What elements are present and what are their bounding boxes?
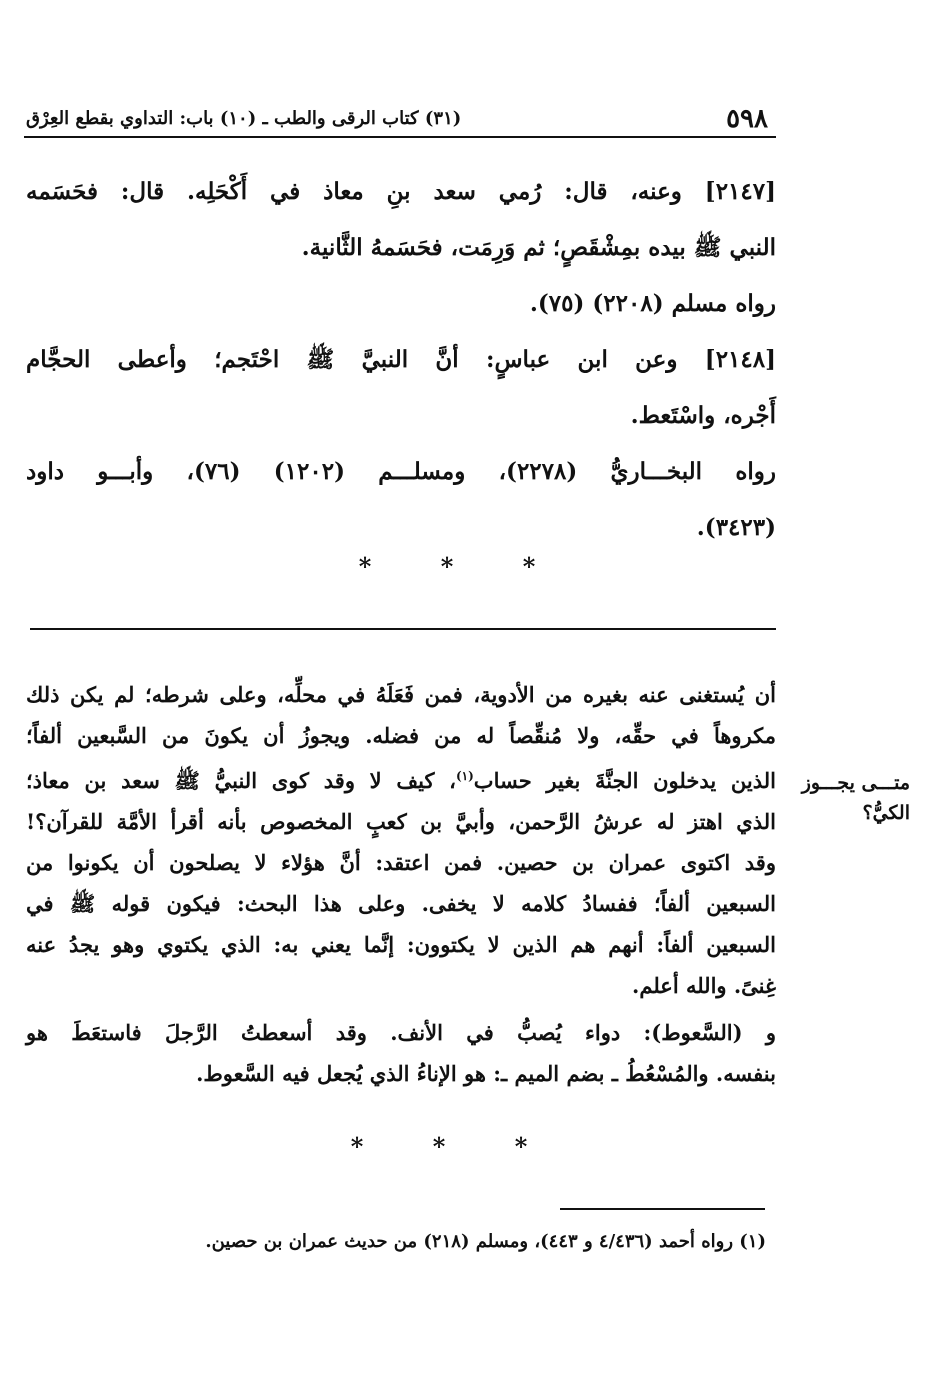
commentary-paragraph-1: أن يُستغنى عنه بغيره من الأدوية، فمن فَعَلَهُ في محلِّه، وعلى شرطه؛ لم يكن ذلك مكروهاً في حقِّه، ولا مُنقِّصاً له من فضله. ويجوزُ أن يكونَ من السَّبعين ألفاً؛ الذين يدخلون الجنَّةَ بغير حساب$^{(١)}$، كيف لا وقد كوى النبيُّ ﷺ سعد بن معاذ؛ الذي اهتز له عرشُ الرَّحمن، وأبيَّ بن كعبٍ المخصوص بأنه أقرأ الأمَّة للقرآن؟! وقد اكتوى عمران بن حصين. فمن اعتقد: أنَّ هؤلاء لا يصلحون أن يكونوا من السبعين ألفاً؛ ففسادُ كلامه لا يخفى. وعلى هذا البحث: فيكون قوله ﷺ في السبعين ألفاً: أنهم هم الذين لا يكتوون: إنَّما يعني به: الذي يكتوي وهو يجدُ عنه غِنىً. والله أعلم. — [26, 682, 777, 998]
hadith-2148-line-1: [٢١٤٨] وعن ابن عباسٍ: أنَّ النبيَّ ﷺ احْتَجم؛ وأعطى الحجَّام — [26, 346, 776, 373]
footnote-rule — [560, 1208, 765, 1210]
hadith-2148-line-2: أَجْره، واسْتَعط. — [630, 402, 776, 429]
star-icon: * — [440, 552, 454, 581]
hadith-2148 — [26, 332, 776, 444]
running-title: (٣١) كتاب الرقى والطب ـ (١٠) باب: التداوي بقطع العِرْق — [26, 108, 462, 129]
hadith-2148-source-line-1: رواه البخـــاريُّ (٢٢٧٨)، ومسلـــم (١٢٠٢) (٧٦)، وأبـــو داود — [26, 458, 776, 485]
commentary-divider — [30, 628, 776, 630]
hadith-2147 — [26, 164, 776, 276]
hadith-2147-source: رواه مسلم (٢٢٠٨) (٧٥). — [529, 290, 776, 317]
hadith-2148-source — [26, 444, 776, 556]
star-icon: * — [358, 552, 372, 581]
star-icon: * — [522, 552, 536, 581]
commentary-line-with-footnote: الذين يدخلون الجنَّةَ بغير حساب$^{(١)}$، كيف لا وقد كوى النبيُّ ﷺ سعد بن معاذ؛ — [26, 768, 777, 793]
hadith-2147-line-1: [٢١٤٧] وعنه، قال: رُمي سعد بنِ معاذ في أَكْحَلِه. قال: فحَسَمه — [26, 178, 776, 205]
commentary-section — [26, 674, 776, 1094]
separator-stars-bottom — [262, 1132, 562, 1161]
page-header — [24, 100, 776, 138]
commentary-paragraph-2: و (السَّعوط): دواء يُصبُّ في الأنف. وقد أسعطتُ الرَّجلَ فاستعَطَ هو بنفسه. والمُسْعُطُ ـ بضم الميم ـ: هو الإناءُ الذي يُجعل فيه السَّعوط. — [26, 1020, 776, 1086]
hadith-2148-source-line-2: (٣٤٢٣). — [696, 514, 776, 541]
separator-stars-top — [270, 552, 570, 581]
footnote-1: (١) رواه أحمد (٤/٤٣٦ و ٤٤٣)، ومسلم (٢١٨) من حديث عمران بن حصين. — [205, 1231, 766, 1252]
star-icon: * — [432, 1132, 446, 1161]
hadith-2147-line-2: النبي ﷺ بيده بمِشْقَصٍ؛ ثم وَرِمَت، فحَسَمهُ الثَّانية. — [301, 234, 776, 261]
margin-sidenote: متـــى يجـــوز الكيُّ؟ — [801, 772, 910, 824]
star-icon: * — [514, 1132, 528, 1161]
hadith-section — [26, 164, 776, 556]
page-number: ٥٩٨ — [726, 104, 768, 134]
footnote-marker[interactable]: (١) — [455, 769, 474, 783]
star-icon: * — [350, 1132, 364, 1161]
